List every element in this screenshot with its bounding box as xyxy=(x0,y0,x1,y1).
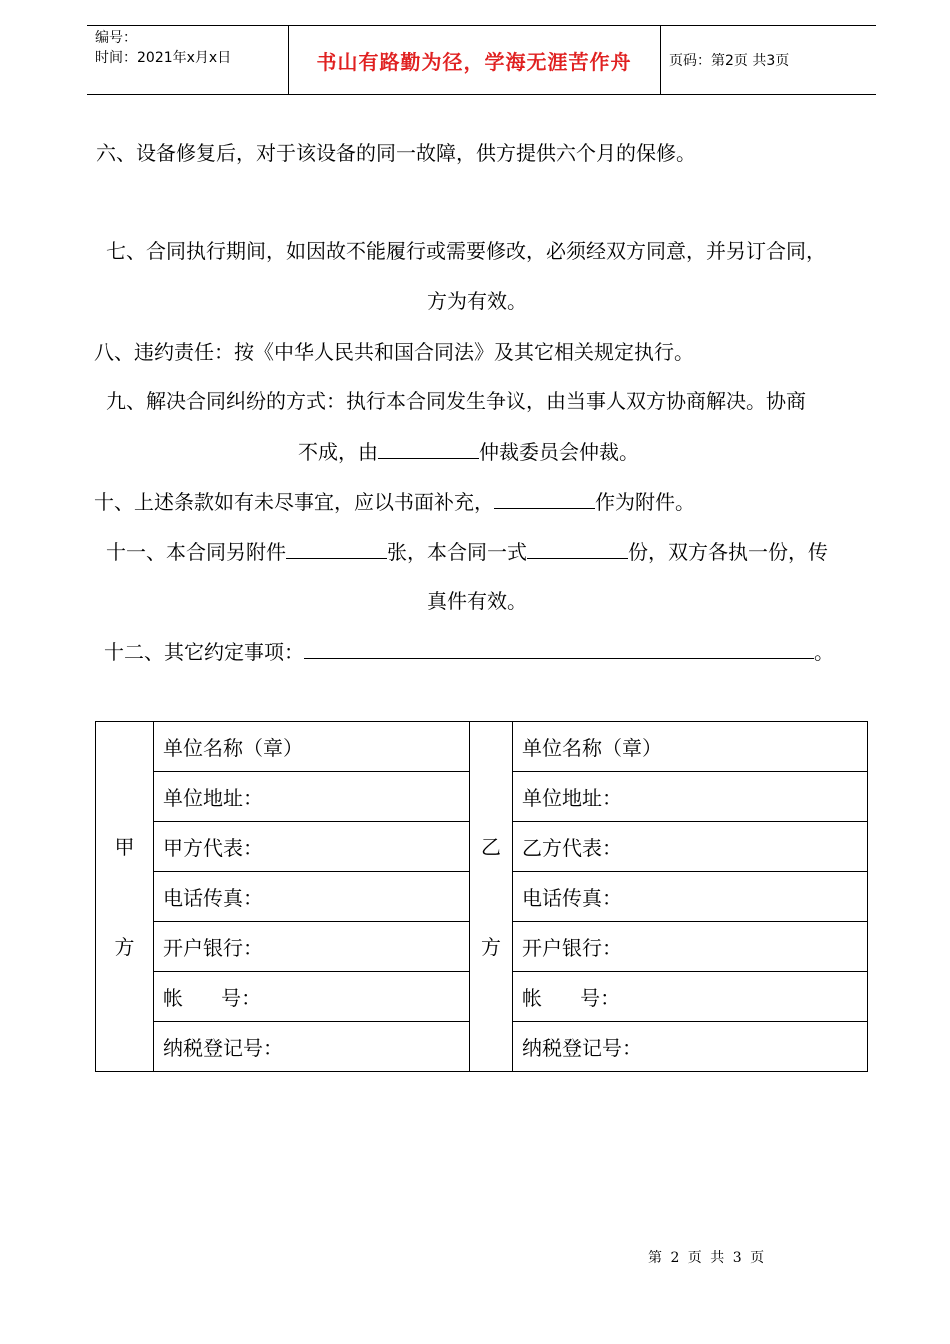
clause-11-line2: 真件有效。 xyxy=(427,589,527,613)
arbitration-blank xyxy=(378,438,479,459)
clause-10 xyxy=(94,488,695,515)
attachment-count-blank xyxy=(286,538,387,559)
clause-11-text-b: 张，本合同一式 xyxy=(387,540,527,564)
clause-10-text-b: 作为附件。 xyxy=(595,490,695,514)
party-a-cell: 电话传真： xyxy=(154,872,470,922)
party-a-cell: 单位地址： xyxy=(154,772,470,822)
party-info-table xyxy=(95,721,868,1072)
clause-7-line1: 七、合同执行期间，如因故不能履行或需要修改，必须经双方同意，并另订合同， xyxy=(106,239,826,263)
header-divider xyxy=(660,26,661,94)
header-page-info: 页码：第2页 共3页 xyxy=(669,53,790,69)
party-a-char: 甲 xyxy=(114,834,135,859)
table-row xyxy=(96,722,868,772)
party-a-cell: 纳税登记号： xyxy=(154,1022,470,1072)
party-b-char: 方 xyxy=(481,934,501,959)
other-terms-blank xyxy=(304,638,814,659)
clause-11-line1 xyxy=(106,538,828,565)
header-meta xyxy=(95,28,231,68)
party-a-label xyxy=(96,722,154,1072)
clause-12 xyxy=(104,638,834,665)
party-a-cell: 开户银行： xyxy=(154,922,470,972)
clause-6: 六、设备修复后，对于该设备的同一故障，供方提供六个月的保修。 xyxy=(96,141,696,165)
clause-11-text-c: 份，双方各执一份，传 xyxy=(628,540,828,564)
party-b-char: 乙 xyxy=(481,834,501,859)
party-b-label xyxy=(470,722,513,1072)
attachment-blank xyxy=(494,488,595,509)
clause-9-text-b: 仲裁委员会仲裁。 xyxy=(479,440,639,464)
party-a-cell: 单位名称（章） xyxy=(154,722,470,772)
clause-9-line2 xyxy=(298,438,639,465)
clause-12-text-b: 。 xyxy=(814,640,834,664)
party-b-cell: 乙方代表： xyxy=(513,822,868,872)
clause-10-text-a: 十、上述条款如有未尽事宜，应以书面补充， xyxy=(94,490,494,514)
clause-11-text-a: 十一、本合同另附件 xyxy=(106,540,286,564)
clause-8: 八、违约责任：按《中华人民共和国合同法》及其它相关规定执行。 xyxy=(94,340,694,364)
party-b-cell: 单位名称（章） xyxy=(513,722,868,772)
party-b-cell: 开户银行： xyxy=(513,922,868,972)
page-footer: 第 2 页 共 3 页 xyxy=(648,1250,765,1266)
party-a-char: 方 xyxy=(114,934,135,959)
clause-9-line1: 九、解决合同纠纷的方式：执行本合同发生争议，由当事人双方协商解决。协商 xyxy=(106,389,806,413)
party-b-cell: 纳税登记号： xyxy=(513,1022,868,1072)
header-motto: 书山有路勤为径，学海无涯苦作舟 xyxy=(316,50,632,74)
clause-7-line2: 方为有效。 xyxy=(427,289,527,313)
party-b-cell: 帐 号： xyxy=(513,972,868,1022)
copies-count-blank xyxy=(527,538,628,559)
clause-12-text-a: 十二、其它约定事项： xyxy=(104,640,304,664)
clause-9-text-a: 不成，由 xyxy=(298,440,378,464)
party-b-cell: 电话传真： xyxy=(513,872,868,922)
party-b-cell: 单位地址： xyxy=(513,772,868,822)
party-a-cell: 帐 号： xyxy=(154,972,470,1022)
number-label: 编号： xyxy=(95,30,137,46)
page-header xyxy=(87,25,876,95)
time-label: 时间：2021年x月x日 xyxy=(95,50,232,66)
party-a-cell: 甲方代表： xyxy=(154,822,470,872)
